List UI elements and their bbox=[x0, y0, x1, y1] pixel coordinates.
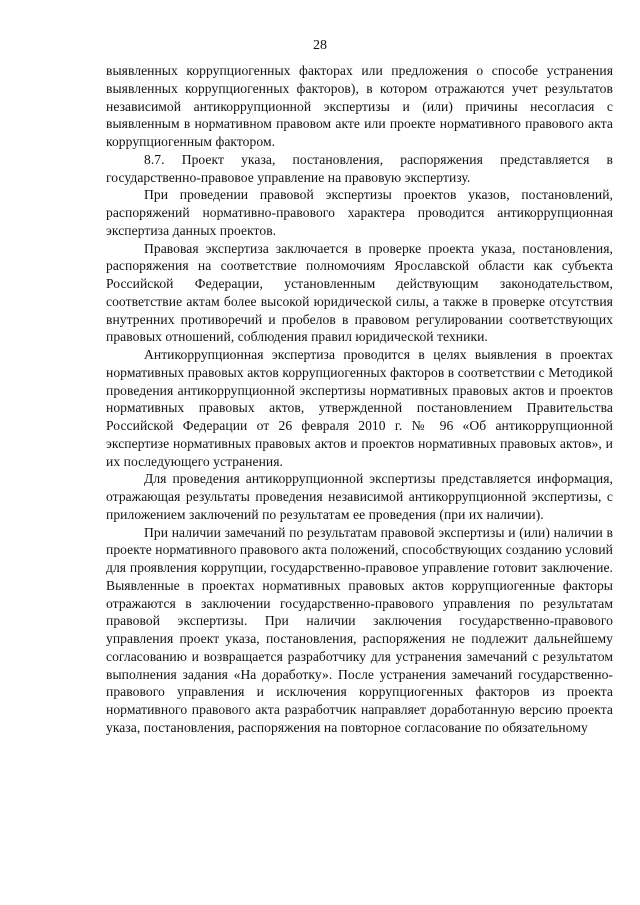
paragraph-8-7: 8.7. Проект указа, постановления, распоряжения представляется в государственно-правовое управление на правовую экспертизу. bbox=[106, 151, 613, 185]
paragraph-continued: выявленных коррупциогенных факторах или предложения о способе устранения выявленных коррупциогенных факторов), в котором отражаются учет результатов независимой антикоррупционной экспертизы и (или) причины несогласия с выявленным в нормативном правовом акте или проекте нормативного правового акта коррупциогенным фактором. bbox=[106, 63, 613, 149]
paragraph-legal-review: Правовая экспертиза заключается в проверке проекта указа, постановления, распоряжения на соответствие полномочиям Ярославской области как субъекта Российской Федерации, установленным действующим законодательством, соответствие актам более высокой юридической силы, а также в проверке отсутствия внутренних противоречий и пробелов в правовом регулировании соответствующих правовых отношений, соблюдения правил юридической техники. bbox=[106, 240, 613, 345]
page-number: 28 bbox=[313, 38, 327, 53]
paragraph-anticorruption-review: При проведении правовой экспертизы проектов указов, постановлений, распоряжений нормативно-правового характера проводится антикоррупционная экспертиза данных проектов. bbox=[106, 187, 613, 238]
document-body bbox=[106, 62, 613, 737]
paragraph-information: Для проведения антикоррупционной экспертизы представляется информация, отражающая результаты проведения независимой антикоррупционной экспертизы, с приложением заключений по результатам ее проведения (при их наличии). bbox=[106, 471, 613, 522]
paragraph-remarks: При наличии замечаний по результатам правовой экспертизы и (или) наличии в проекте нормативного правового акта положений, способствующих созданию условий для проявления коррупции, государственно-правовое управление готовит заключение. Выявленные в проектах нормативных правовых актов коррупциогенные факторы отражаются в заключении государственно-правового управления по результатам правовой экспертизы. При наличии заключения государственно-правового управления проект указа, постановления, распоряжения не подлежит дальнейшему согласованию и возвращается разработчику для устранения замечаний с результатом выполнения задания «На доработку». После устранения замечаний государственно-правового управления и исключения коррупциогенных факторов из проекта нормативного правового акта разработчик направляет доработанную версию проекта указа, постановления, распоряжения на повторное согласование по обязательному bbox=[106, 524, 613, 735]
paragraph-anticorruption-purpose: Антикоррупционная экспертиза проводится в целях выявления в проектах нормативных правовых актов коррупциогенных факторов в соответствии с Методикой проведения антикоррупционной экспертизы нормативных правовых актов и проектов нормативных правовых актов, утвержденной постановлением Правительства Российской Федерации от 26 февраля 2010 г. № 96 «Об антикоррупционной экспертизе нормативных правовых актов и проектов нормативных правовых актов», и их последующего устранения. bbox=[106, 347, 613, 469]
